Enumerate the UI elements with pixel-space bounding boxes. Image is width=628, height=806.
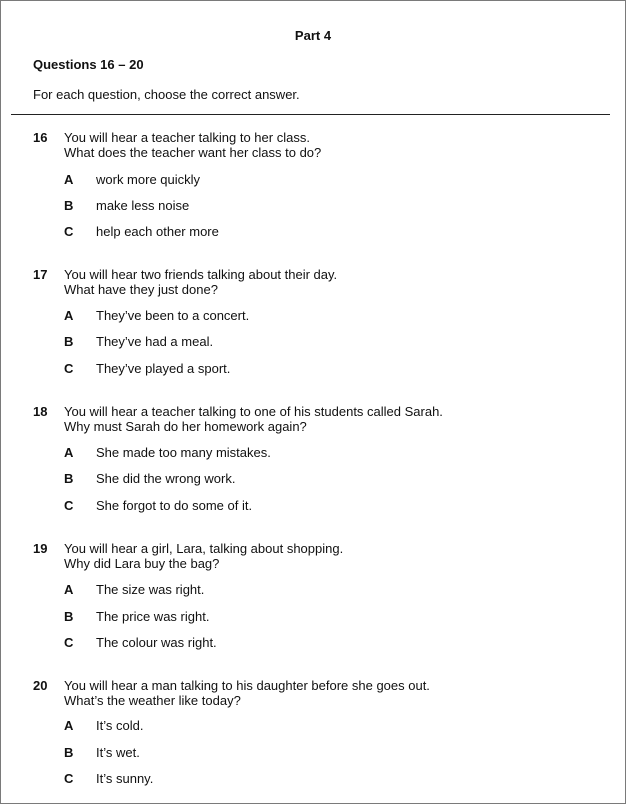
option-letter: B xyxy=(64,609,74,624)
question-prompt: You will hear a teacher talking to her class. xyxy=(64,130,310,145)
question-number: 19 xyxy=(33,541,48,556)
question-number: 18 xyxy=(33,404,48,419)
questions-header: Questions 16 – 20 xyxy=(33,57,144,72)
option-letter: C xyxy=(64,224,74,239)
option-c[interactable] xyxy=(1,498,625,516)
option-letter: B xyxy=(64,198,74,213)
option-c[interactable] xyxy=(1,224,625,242)
option-text: It’s cold. xyxy=(96,718,144,733)
option-letter: B xyxy=(64,745,74,760)
option-a[interactable] xyxy=(1,445,625,463)
option-c[interactable] xyxy=(1,361,625,379)
option-b[interactable] xyxy=(1,609,625,627)
option-letter: B xyxy=(64,334,74,349)
question-text: Why did Lara buy the bag? xyxy=(64,556,220,571)
option-text: She did the wrong work. xyxy=(96,471,236,486)
option-letter: A xyxy=(64,718,74,733)
option-text: help each other more xyxy=(96,224,219,239)
option-b[interactable] xyxy=(1,745,625,763)
option-letter: C xyxy=(64,361,74,376)
option-a[interactable] xyxy=(1,582,625,600)
question-number: 20 xyxy=(33,678,48,693)
option-text: It’s sunny. xyxy=(96,771,154,786)
instruction-text: For each question, choose the correct answer. xyxy=(33,87,300,102)
question-prompt: You will hear a man talking to his daughter before she goes out. xyxy=(64,678,430,693)
option-a[interactable] xyxy=(1,172,625,190)
question-prompt: You will hear a girl, Lara, talking about shopping. xyxy=(64,541,344,556)
question-number: 17 xyxy=(33,267,48,282)
option-text: They’ve had a meal. xyxy=(96,334,214,349)
option-text: She made too many mistakes. xyxy=(96,445,271,460)
option-text: She forgot to do some of it. xyxy=(96,498,253,513)
question-text: What have they just done? xyxy=(64,282,218,297)
option-text: work more quickly xyxy=(96,172,201,187)
question-text: Why must Sarah do her homework again? xyxy=(64,419,307,434)
option-letter: A xyxy=(64,445,74,460)
question-prompt: You will hear two friends talking about their day. xyxy=(64,267,338,282)
question-text: What’s the weather like today? xyxy=(64,693,241,708)
option-text: The size was right. xyxy=(96,582,205,597)
option-text: make less noise xyxy=(96,198,190,213)
option-text: They’ve been to a concert. xyxy=(96,308,250,323)
divider-line xyxy=(11,114,610,115)
option-b[interactable] xyxy=(1,198,625,216)
option-a[interactable] xyxy=(1,718,625,736)
option-text: The colour was right. xyxy=(96,635,217,650)
option-text: They’ve played a sport. xyxy=(96,361,231,376)
option-c[interactable] xyxy=(1,635,625,653)
option-a[interactable] xyxy=(1,308,625,326)
option-text: It’s wet. xyxy=(96,745,140,760)
option-b[interactable] xyxy=(1,471,625,489)
option-letter: B xyxy=(64,471,74,486)
question-prompt: You will hear a teacher talking to one of his students called Sarah. xyxy=(64,404,443,419)
question-number: 16 xyxy=(33,130,48,145)
option-letter: A xyxy=(64,308,74,323)
option-letter: C xyxy=(64,635,74,650)
part-title: Part 4 xyxy=(294,28,332,43)
option-c[interactable] xyxy=(1,771,625,789)
option-b[interactable] xyxy=(1,334,625,352)
option-letter: C xyxy=(64,771,74,786)
option-text: The price was right. xyxy=(96,609,210,624)
option-letter: C xyxy=(64,498,74,513)
option-letter: A xyxy=(64,172,74,187)
question-text: What does the teacher want her class to do? xyxy=(64,145,322,160)
option-letter: A xyxy=(64,582,74,597)
